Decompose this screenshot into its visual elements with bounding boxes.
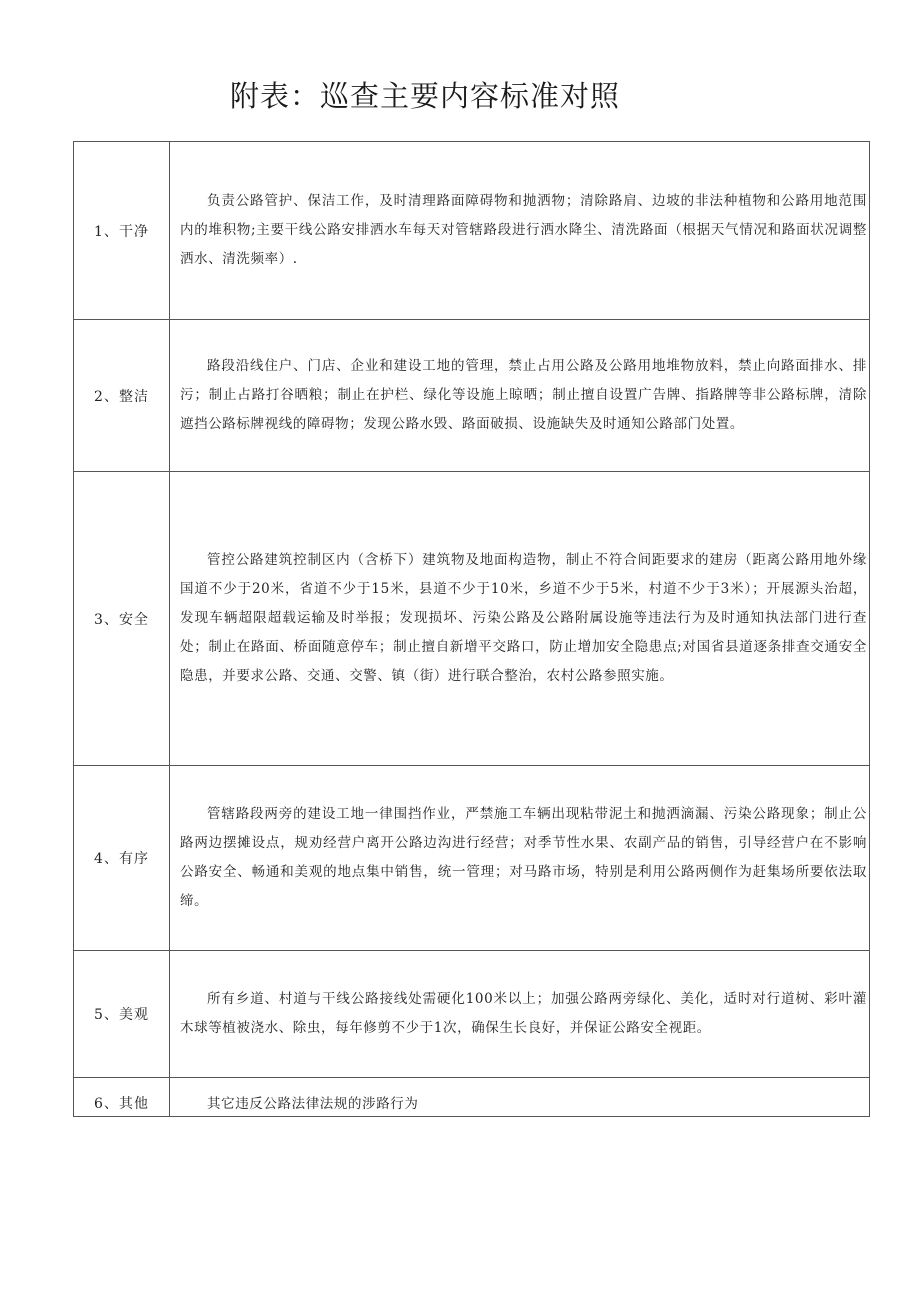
- row-content: [170, 1078, 870, 1117]
- row-content-text: 所有乡道、村道与干线公路接线处需硬化100米以上；加强公路两旁绿化、美化，适时对行道树、彩叶灌木球等植被浇水、除虫，每年修剪不少于1次，确保生长良好，并保证公路安全视距。: [180, 991, 867, 1036]
- row-label: 6、其他: [74, 1078, 170, 1117]
- row-content: [170, 142, 870, 320]
- table-row: [74, 142, 870, 320]
- row-content: [170, 320, 870, 472]
- row-content-text: 管辖路段两旁的建设工地一律围挡作业，严禁施工车辆出现粘带泥土和抛洒滴漏、污染公路现象；制止公路两边摆摊设点，规劝经营户离开公路边沟进行经营；对季节性水果、农副产品的销售，引导经营户在不影响公路安全、畅通和美观的地点集中销售，统一管理；对马路市场，特别是利用公路两侧作为赶集场所要依法取缔。: [180, 806, 867, 909]
- table-row: [74, 472, 870, 766]
- row-content-text: 管控公路建筑控制区内（含桥下）建筑物及地面构造物，制止不符合间距要求的建房（距离公路用地外缘国道不少于20米，省道不少于15米，县道不少于10米，乡道不少于5米，村道不少于3米）；开展源头治超，发现车辆超限超载运输及时举报；发现损坏、污染公路及公路附属设施等违法行为及时通知执法部门进行查处；制止在路面、桥面随意停车；制止擅自新增平交路口，防止增加安全隐患点;对国省县道逐条排查交通安全隐患，并要求公路、交通、交警、镇（街）进行联合整治，农村公路参照实施。: [180, 552, 867, 684]
- table-row: [74, 766, 870, 951]
- row-label: 2、整洁: [74, 320, 170, 472]
- row-content: [170, 766, 870, 951]
- row-label: 1、干净: [74, 142, 170, 320]
- row-content: [170, 472, 870, 766]
- row-label: 3、安全: [74, 472, 170, 766]
- table-row: [74, 1078, 870, 1117]
- page-title: 附表：巡查主要内容标准对照: [230, 79, 621, 113]
- row-content-text: 路段沿线住户、门店、企业和建设工地的管理，禁止占用公路及公路用地堆物放料，禁止向路面排水、排污；制止占路打谷晒粮；制止在护栏、绿化等设施上晾晒；制止擅自设置广告牌、指路牌等非公路标牌，清除遮挡公路标牌视线的障碍物；发现公路水毁、路面破损、设施缺失及时通知公路部门处置。: [180, 358, 867, 432]
- table-row: [74, 320, 870, 472]
- table-row: [74, 951, 870, 1078]
- row-content-text: 负责公路管护、保洁工作，及时清理路面障碍物和抛洒物；清除路肩、边坡的非法种植物和公路用地范围内的堆积物;主要干线公路安排洒水车每天对管辖路段进行洒水降尘、清洗路面（根据天气情况和路面状况调整洒水、清洗频率）.: [180, 193, 867, 267]
- row-content-text: 其它违反公路法律法规的涉路行为: [207, 1096, 419, 1112]
- row-label: 5、美观: [74, 951, 170, 1078]
- row-label: 4、有序: [74, 766, 170, 951]
- inspection-standards-table: [73, 141, 870, 1117]
- row-content: [170, 951, 870, 1078]
